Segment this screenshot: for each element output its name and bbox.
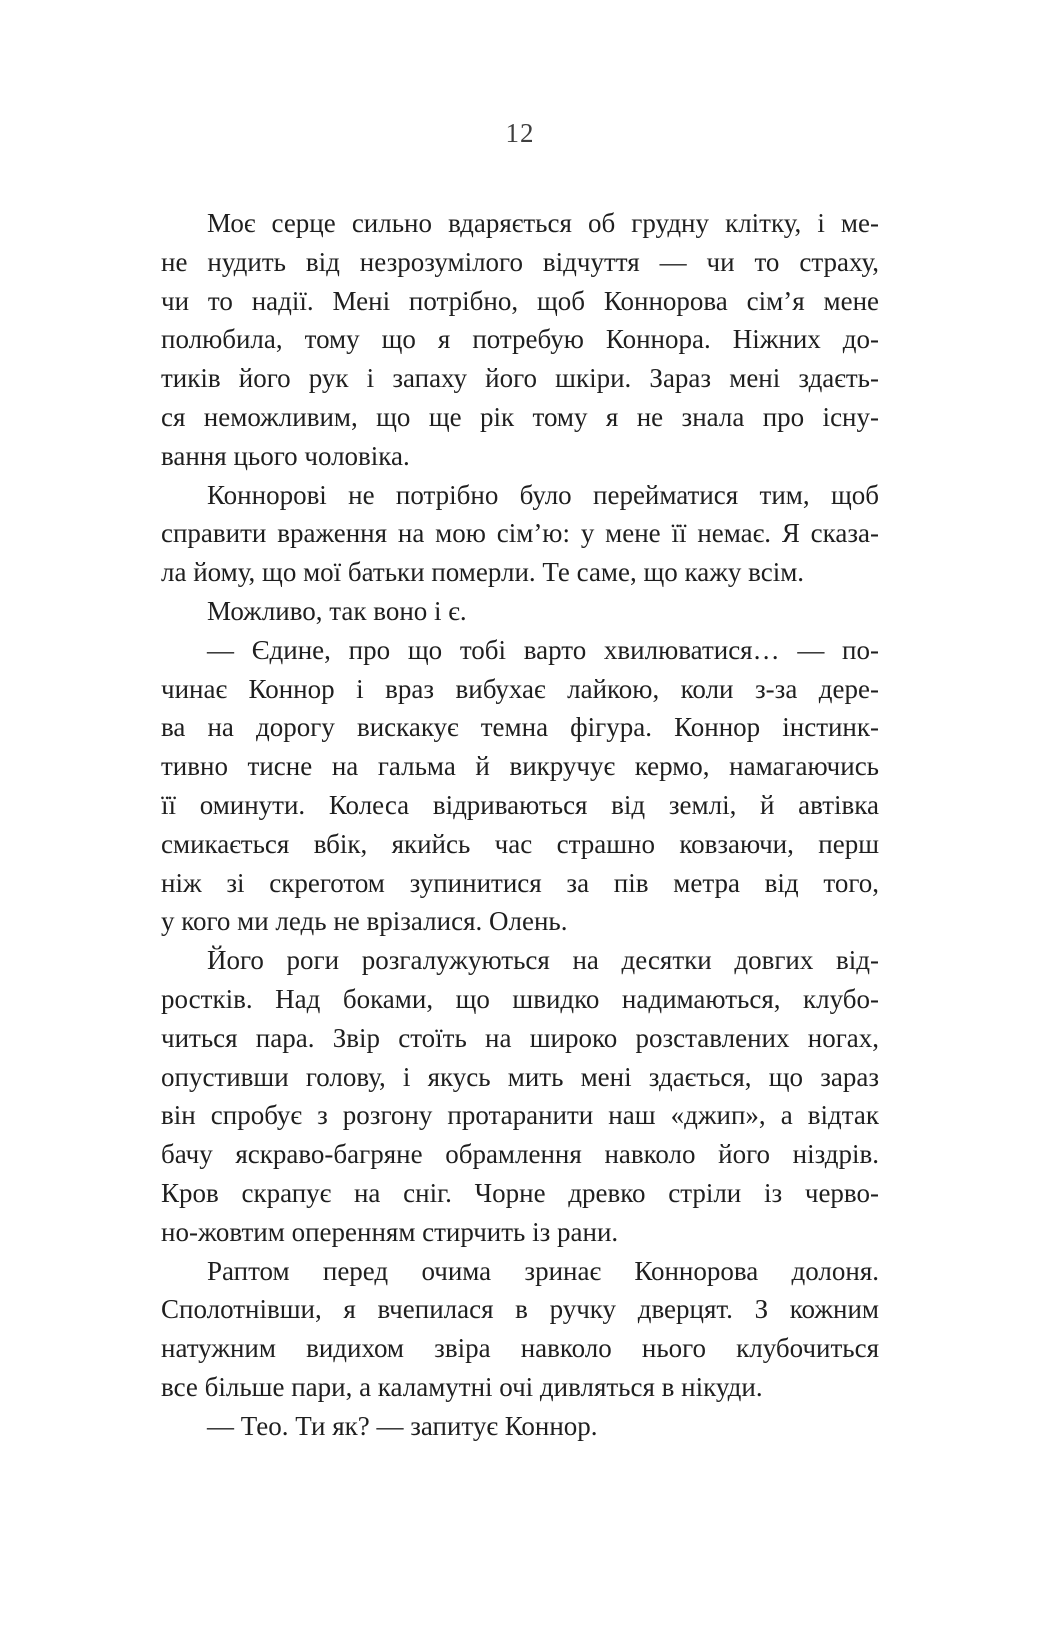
text-line: ва на дорогу вискакує темна фігура. Коннор інстинк- (161, 712, 879, 743)
text-line: чинає Коннор і враз вибухає лайкою, коли з-за дере- (161, 673, 879, 704)
text-line: ніж зі скреготом зупинитися за пів метра від того, (161, 867, 879, 898)
page-number: 12 (505, 118, 535, 148)
text-line: бачу яскраво-багряне обрамлення навколо його ніздрів. (161, 1139, 879, 1170)
text-line: у кого ми ледь не врізалися. Олень. (161, 906, 568, 937)
text-line: ла йому, що мої батьки померли. Те саме, що кажу всім. (161, 557, 805, 588)
text-line: чи то надії. Мені потрібно, щоб Коннорова сім’я мене (161, 285, 879, 316)
text-line: — Єдине, про що тобі варто хвилюватися… — по- (207, 634, 879, 665)
text-line: полюбила, тому що я потребую Коннора. Ніжних до- (161, 324, 879, 355)
text-line: но-жовтим оперенням стирчить із рани. (161, 1216, 619, 1247)
text-line: ся неможливим, що ще рік тому я не знала про існу- (161, 401, 879, 432)
text-line: Сполотнівши, я вчепилася в ручку дверцят. З кожним (161, 1294, 879, 1325)
text-line: ростків. Над боками, що швидко надимаються, клубо- (161, 983, 879, 1014)
text-line: Його роги розгалужуються на десятки довгих від- (207, 945, 879, 976)
text-line: вання цього чоловіка. (161, 440, 410, 471)
text-line: Моє серце сильно вдаряється об грудну клітку, і ме- (207, 208, 879, 238)
text-line: читься пара. Звір стоїть на широко розставлених ногах, (161, 1022, 879, 1053)
text-line: він спробує з розгону протаранити наш «джип», а відтак (161, 1100, 879, 1131)
text-line: справити враження на мою сім’ю: у мене її немає. Я сказа- (161, 518, 879, 549)
text-line: Раптом перед очима зринає Коннорова долоня. (207, 1255, 879, 1286)
text-line: не нудить від незрозумілого відчуття — чи то страху, (161, 246, 879, 277)
text-line: натужним видихом звіра навколо нього клубочиться (161, 1333, 879, 1364)
text-line: все більше пари, а каламутні очі дивляться в нікуди. (161, 1371, 763, 1402)
text-line: тивно тисне на гальма й викручує кермо, намагаючись (161, 751, 879, 782)
text-line: Кров скрапує на сніг. Чорне древко стріли із черво- (161, 1177, 879, 1208)
body-text (161, 204, 879, 1446)
text-line: смикається вбік, якийсь час страшно ковзаючи, перш (161, 828, 879, 859)
text-line: тиків його рук і запаху його шкіри. Зараз мені здаєть- (161, 363, 879, 394)
text-line: опустивши голову, і якусь мить мені здається, що зараз (161, 1061, 879, 1092)
text-line: Коннорові не потрібно було перейматися тим, щоб (207, 479, 879, 510)
text-line: її оминути. Колеса відриваються від землі, й автівка (161, 789, 879, 820)
text-line: — Тео. Ти як? — запитує Коннор. (207, 1410, 598, 1441)
text-line: Можливо, так воно і є. (207, 595, 467, 626)
